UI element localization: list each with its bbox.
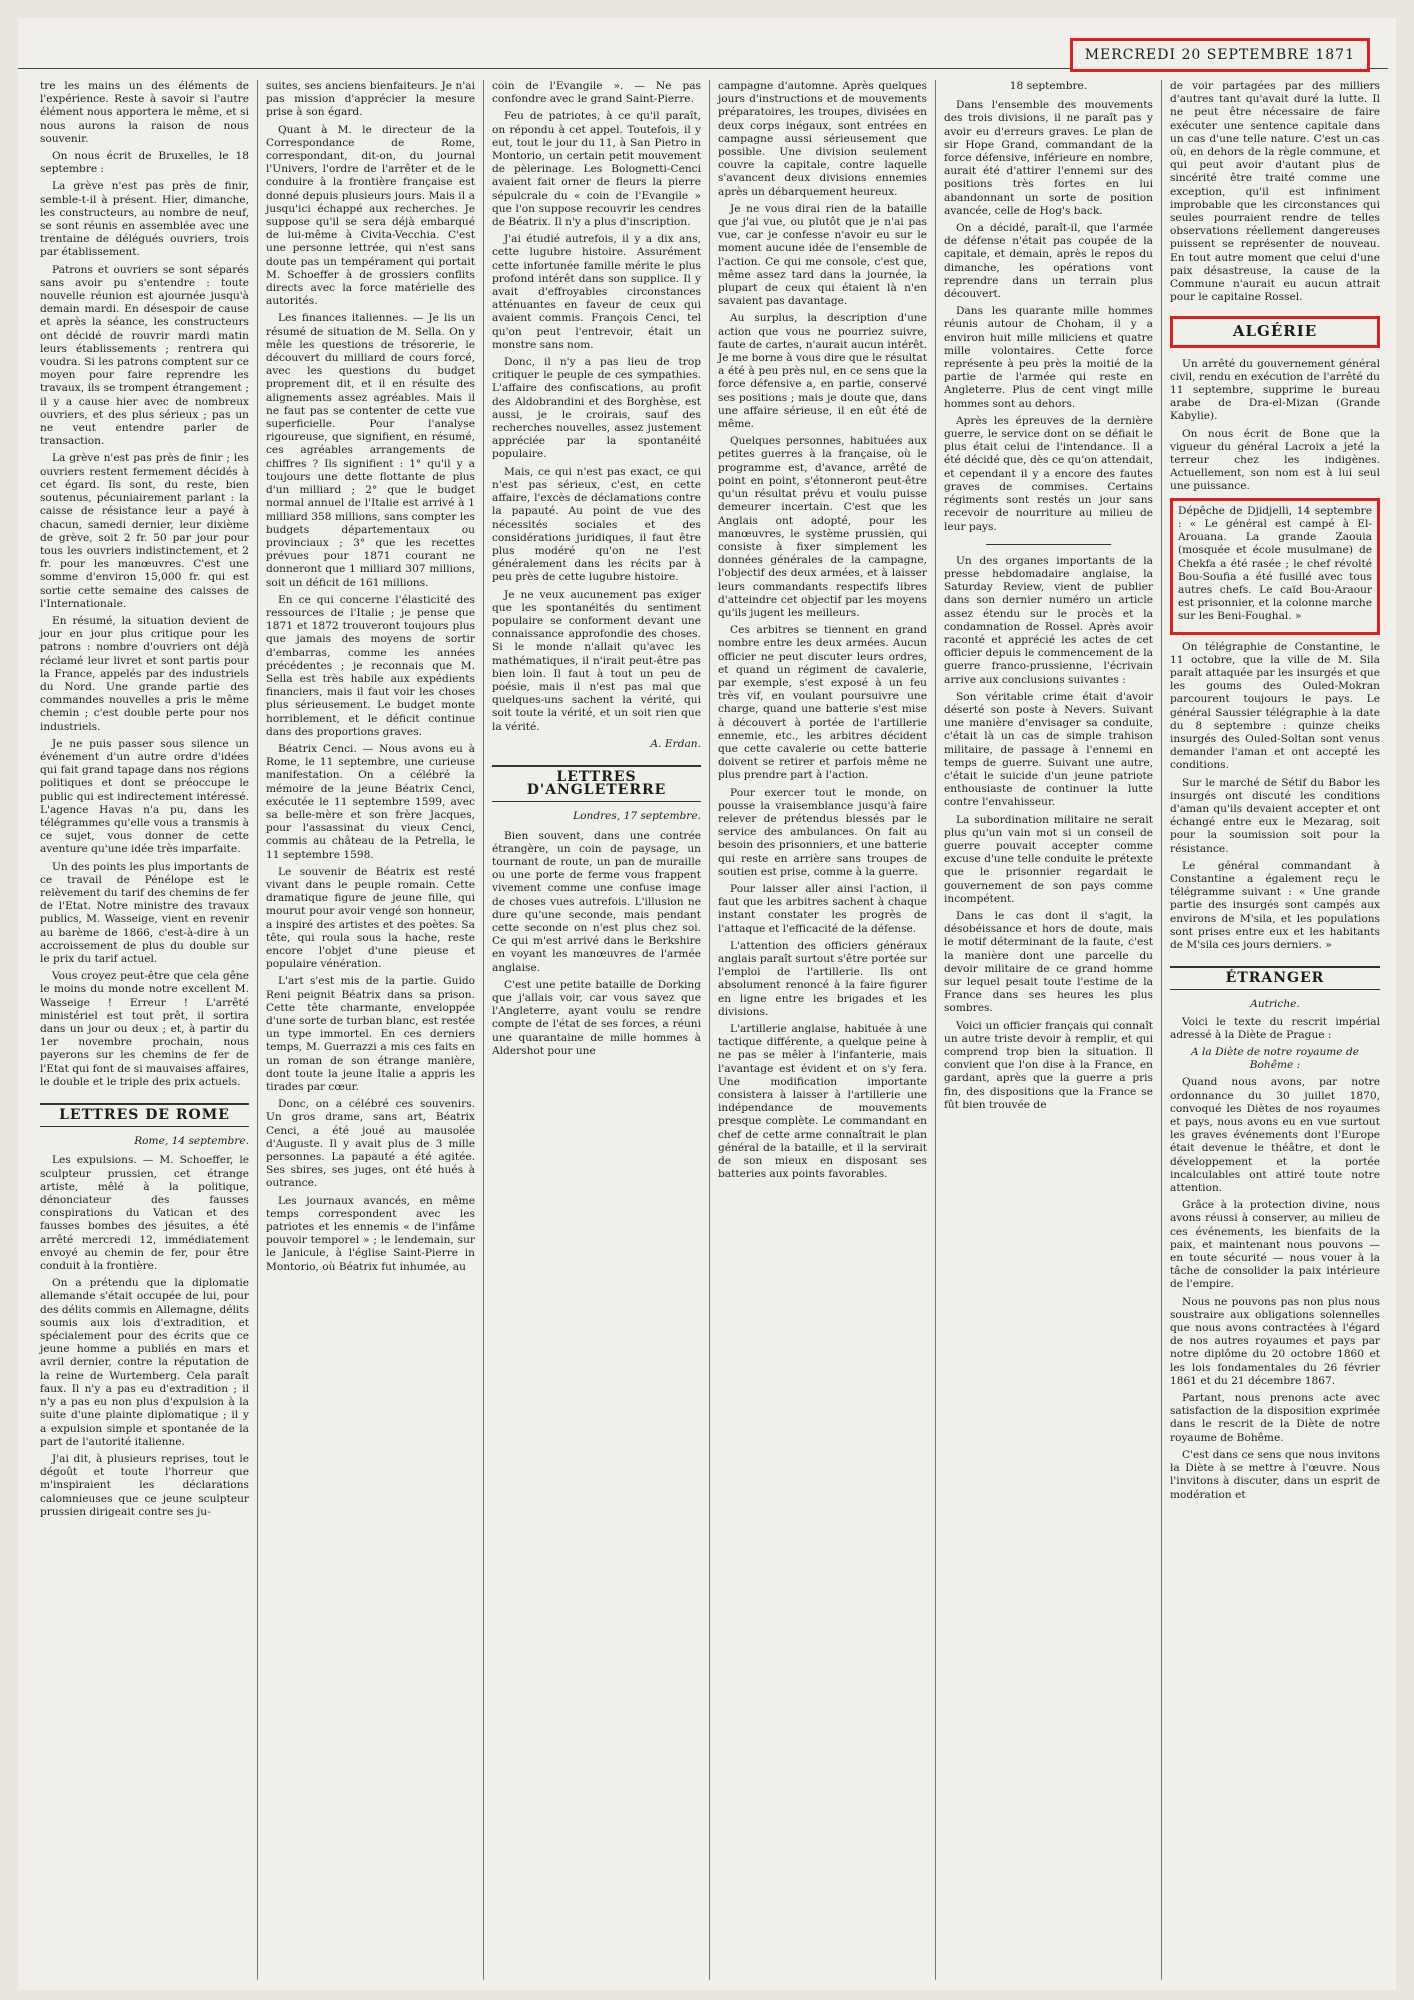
issue-date: MERCREDI 20 SEPTEMBRE 1871 bbox=[1070, 38, 1370, 72]
paragraph: Béatrix Cenci. — Nous avons eu à Rome, le 11 septembre, une curieuse manifestation. On a célébré la mémoire de la jeune Béatrix Cenci, exécutée le 11 septembre 1599, avec sa belle-mère et son frère Jacques, pour l'assassinat du vieux Cenci, commis au château de la Petrella, le 11 septembre 1598. bbox=[266, 742, 475, 861]
paragraph: coin de l'Evangile ». — Ne pas confondre avec le grand Saint-Pierre. bbox=[492, 80, 701, 106]
paragraph: Je ne puis passer sous silence un événement d'un autre ordre d'idées qui fait grand tapage dans nos régions politiques et dont se préoccupe le public qui est indirectement intéressé. L'agence Havas n'a pu, dans les télégrammes qu'elle vous a transmis à ce sujet, vous donner de cette aventure qu'une idée très imparfaite. bbox=[40, 737, 249, 856]
address-line: A la Diète de notre royaume de Bohême : bbox=[1190, 1046, 1359, 1072]
paragraph: J'ai dit, à plusieurs reprises, tout le dégoût et toute l'horreur que m'inspiraient les déclarations calomnieuses que ce jeune sculpteur prussien dirigeait contre ses ju- bbox=[40, 1452, 249, 1518]
paragraph: Les finances italiennes. — Je lis un résumé de situation de M. Sella. On y mêle les questions de trésorerie, le découvert du milliard de cours forcé, avec les questions du budget proprement dit, et il en résulte des alignements assez agréables. Mais il ne faut pas se contenter de cette vue superficielle. Pour l'analyse rigoureuse, que signifient, en résumé, ces agréables arrangements de chiffres ? Ils signifient : 1° qu'il y a toujours une dette flottante de plus d'un milliard ; 2° que le budget normal annuel de l'Italie est arrivé à 1 milliard 358 millions, sans compter les budgets départementaux ou provinciaux ; 3° que les recettes prévues pour 1871 courant ne donneront que 1 milliard 307 millions, soit un déficit de 161 millions. bbox=[266, 312, 475, 589]
column-5 bbox=[936, 80, 1162, 1980]
paragraph: Quelques personnes, habituées aux petites guerres à la française, où le programme est, d'avance, arrêté de point en point, s'étonneront peut-être qu'un résultat prévu et voulu puisse demeurer incertain. C'est que les Anglais ont adopté, pour les manœuvres, le système prussien, qui consiste à fixer simplement les données générales de la campagne, l'objectif des deux armées, et à laisser leurs commandants respectifs libres d'atteindre cet objectif par les moyens qu'ils jugent les meilleurs. bbox=[718, 435, 927, 619]
paragraph: Feu de patriotes, à ce qu'il paraît, on répondu à cet appel. Toutefois, il y eut, tout le jour du 11, à San Pietro in Montorio, un certain petit mouvement de pèlerinage. Les Bolognetti-Cenci avaient fait orner de fleurs la pierre sépulcrale du « coin de l'Evangile » que l'on suppose recouvrir les cendres de Béatrix. Il n'y a plus d'inscription. bbox=[492, 110, 701, 229]
paragraph: Après les épreuves de la dernière guerre, le service dont on se défiait le plus était celui de l'intendance. Il a été décidé que, dès ce qu'on attendait, et cependant il y a encore des fautes graves de commises. Certains régiments sont restés un jour sans recevoir de nourriture au milieu de leur pays. bbox=[944, 414, 1153, 533]
dateline-rome: Rome, 14 septembre. bbox=[134, 1135, 249, 1148]
dateline-londres: Londres, 17 septembre. bbox=[573, 810, 701, 823]
paragraph: Vous croyez peut-être que cela gêne le moins du monde notre excellent M. Wasseige ! Erreur ! L'arrêté ministériel est tout prêt, il sortira dans un jour ou deux ; et, à partir du 1er novembre prochain, nous payerons sur les chemins de fer de l'Etat qui font de si mauvaises affaires, le double et le triple des prix actuels. bbox=[40, 970, 250, 1088]
paragraph: Dans l'ensemble des mouvements des trois divisions, il ne paraît pas y avoir eu d'erreurs graves. Le plan de sir Hope Grand, commandant de la force défensive, inférieure en nombre, aurait été d'attirer l'ennemi sur des positions très fortes en lui abandonnant un sorte de position avancée, celle de Hog's back. bbox=[944, 99, 1153, 217]
paragraph: On nous écrit de Bruxelles, le 18 septembre : bbox=[40, 150, 249, 176]
subheading-autriche: Autriche. bbox=[1250, 998, 1300, 1011]
paragraph: La grève n'est pas près de finir, semble-t-il à présent. Hier, dimanche, les constructeurs, au nombre de neuf, se sont réunis en assemblée avec une trentaine de délégués ouvriers, trois par établissement. bbox=[40, 180, 249, 259]
paragraph: suites, ses anciens bienfaiteurs. Je n'ai pas mission d'apprécier la mesure prise à son égard. bbox=[266, 80, 475, 119]
paragraph: On télégraphie de Constantine, le 11 octobre, que la ville de M. Sila paraît attaquée par les insurgés et que les goums des Ouled-Mokran parcourent toujours le pays. Le général Saussier télégraphie à la date du 8 septembre : quinze cheiks insurgés des Ouled-Soltan sont venus demander l'aman et ont accepté les conditions. bbox=[1170, 640, 1380, 772]
paragraph: On a décidé, paraît-il, que l'armée de défense n'était pas coupée de la capitale, et demain, après le repos du dimanche, les opérations vont reprendre dans un terrain plus découvert. bbox=[944, 222, 1153, 301]
paragraph: En ce qui concerne l'élasticité des ressources de l'Italie ; je pense que 1871 et 1872 trouveront toujours plus que jamais des moyens de sortir d'embarras, comme les années précédentes ; je reconnais que M. Sella est très habile aux expédients financiers, mais il faut voir les choses plus sérieusement. Le budget monte horriblement, et le déficit continue dans des proportions graves. bbox=[266, 593, 475, 738]
paragraph: Quand nous avons, par notre ordonnance du 30 juillet 1870, convoqué les Diètes de nos royaumes et pays, nous avons eu en vue surtout les graves événements dont l'Europe était devenue le théâtre, et dont le développement et la portée incalculables ont attiré toute notre attention. bbox=[1170, 1076, 1380, 1195]
paragraph: On a prétendu que la diplomatie allemande s'était occupée de lui, pour des délits commis en Allemagne, délits soumis aux lois d'extradition, et spécialement pour des écrits que ce jeune homme a publiés en mars et avril dernier, contre la réputation de la reine de Wurtemberg. Cela paraît faux. Il n'y a pas eu d'extradition ; il n'y a pas eu non plus d'expulsion à la suite d'une plainte diplomatique ; il y a expulsion simple et spontanée de la part de l'autorité italienne. bbox=[40, 1277, 249, 1448]
paragraph: En résumé, la situation devient de jour en jour plus critique pour les patrons : nombre d'ouvriers ont déjà réclamé leur livret et sont partis pour la France, appelés par des industriels du Nord. Une grande partie des commandes nouvelles a pris le même chemin ; c'est double perte pour nos industriels. bbox=[40, 614, 249, 733]
paragraph: Un arrêté du gouvernement général civil, rendu en exécution de l'arrêté du 11 septembre, supprime le bureau arabe de Dra-el-Mizan (Grande Kabylie). bbox=[1170, 357, 1380, 423]
dateline-bar bbox=[18, 34, 1388, 69]
newspaper-page bbox=[18, 18, 1396, 1990]
paragraph: C'est dans ce sens que nous invitons la Diète à se mettre à l'œuvre. Nous l'invitons à discuter, dans un esprit de modération et bbox=[1170, 1448, 1380, 1501]
column-6 bbox=[1162, 80, 1388, 1980]
paragraph: Partant, nous prenons acte avec satisfaction de la disposition exprimée dans le rescrit de la Diète de notre royaume de Bohême. bbox=[1170, 1392, 1380, 1444]
signature: A. Erdan. bbox=[650, 737, 701, 750]
paragraph: Sur le marché de Sétif du Babor les insurgés ont discuté les conditions d'aman qu'ils devaient accepter et ont échangé entre eux le Mezarag, soit pour la soumission soit pour la résistance. bbox=[1170, 776, 1380, 855]
paragraph: Patrons et ouvriers se sont séparés sans avoir pu s'entendre : toute nouvelle réunion est ajournée jusqu'à demain mardi. En désespoir de cause et après la séance, les constructeurs ont décidé de rouvrir mardi matin leurs établissements ; rentrera qui voudra. Si les patrons comptent sur ce moyen pour faire reprendre les travaux, ils se trompent étrangement ; il y a cause hier avec de nombreux ouvriers, et des plus sérieux ; pas un ne veut entendre parler de transaction. bbox=[40, 263, 249, 448]
paragraph: Voici le texte du rescrit impérial adressé à la Diète de Prague : bbox=[1170, 1015, 1380, 1041]
paragraph: Le général commandant à Constantine a également reçu le télégramme suivant : « Une grande partie des insurgés sont campés aux environs de M'sila, et les populations sont prises entre eux et les habitants de M'sila ces jours derniers. » bbox=[1170, 859, 1380, 951]
column-1 bbox=[32, 80, 258, 1980]
columns bbox=[32, 80, 1388, 1980]
paragraph: On nous écrit de Bone que la vigueur du général Lacroix a jeté la terreur chez les indigènes. Actuellement, son nom est à lui seul une puissance. bbox=[1170, 427, 1380, 493]
highlighted-dispatch bbox=[1170, 498, 1380, 635]
paragraph: Mais, ce qui n'est pas exact, ce qui n'est pas sérieux, c'est, en cette affaire, l'excès de déclamations contre la papauté. Au point de vue des nécessités sociales et des considérations juridiques, il faut être plus modéré qu'on ne l'est généralement dans les récits par à peu près de cette lugubre histoire. bbox=[492, 465, 701, 584]
dateline-18-sept: 18 septembre. bbox=[1009, 80, 1088, 92]
column-3 bbox=[484, 80, 710, 1980]
paragraph: Les expulsions. — M. Schoeffer, le sculpteur prussien, cet étrange artiste, mêlé à la politique, dénonciateur des fausses conspirations du Vatican et des fausses bombes des jésuites, a été arrêté mercredi 12, immédiatement envoyé au chemin de fer, pour être conduit à la frontière. bbox=[40, 1154, 249, 1273]
paragraph: Donc, il n'y a pas lieu de trop critiquer le peuple de ces sympathies. L'affaire des confiscations, au profit des Aldobrandini et des Borghèse, est aussi, je le croirais, sauf des recherches nouvelles, assez justement appréciée par la spontanéité populaire. bbox=[492, 356, 701, 461]
paragraph: Dans les quarante mille hommes réunis autour de Choham, il y a environ huit mille miliciens et quatre mille volontaires. Cette force représente à peu près la moitié de la partie de l'armée qui reste en Angleterre. Plus de cent vingt mille hommes sont au dehors. bbox=[944, 305, 1153, 410]
paragraph: Je ne vous dirai rien de la bataille que j'ai vue, ou plutôt que je n'ai pas vue, car je confesse n'avoir eu sur le moment aucune idée de l'ensemble de l'action. Ce qui me console, c'est que, même assez tard dans la journée, la plupart de ceux qui étaient là n'en savaient pas davantage. bbox=[718, 202, 927, 308]
paragraph: de voir partagées par des milliers d'autres tant qu'avait duré la lutte. Il ne peut être nécessaire de faire exécuter une sentence capitale dans un cas d'une telle nature. C'est un cas où, en dehors de la règle commune, et qui peut avoir d'autant plus de sincérité être traité comme une exception, qu'il est infiniment improbable que les circonstances qui seules pourraient rendre de telles observations réellement dangereuses puissent se représenter de nouveau. En tout autre moment que celui d'une paix désastreuse, la cause de la Commune n'aurait eu aucun attrait pour le capitaine Rossel. bbox=[1170, 80, 1380, 304]
paragraph: tre les mains un des éléments de l'expérience. Reste à savoir si l'autre élément nous apportera le même, et si nous aurons la raison de nous souvenir. bbox=[40, 80, 249, 145]
divider bbox=[986, 544, 1111, 545]
section-heading-rome: LETTRES DE ROME bbox=[40, 1103, 249, 1127]
paragraph: L'attention des officiers généraux anglais paraît surtout s'être portée sur l'emploi de l'artillerie. Ils ont absolument renoncé à la faire figurer en ligne entre les brigades et les divisions. bbox=[718, 939, 927, 1018]
paragraph: La subordination militaire ne serait plus qu'un vain mot si un conseil de guerre pouvait accepter comme excuse d'une telle conduite le prétexte que le prisonnier regardait le gouvernement de son pays comme incompétent. bbox=[944, 813, 1153, 905]
paragraph: Quant à M. le directeur de la Correspondance de Rome, correspondant, dit-on, du journal l'Univers, l'ordre de l'arrêter et de le conduire à la frontière française est donné depuis plusieurs jours. Mais il a jusqu'ici échappé aux recherches. Je suppose qu'il se sera déjà embarqué de lui-même à Civita-Vecchia. C'est une personne lettrée, qui n'est sans doute pas un tempérament qui portait M. Schoeffer à de grossiers conflits directs avec la force matérielle des autorités. bbox=[266, 123, 475, 308]
paragraph: Un des organes importants de la presse hebdomadaire anglaise, la Saturday Review, vient de publier dans son dernier numéro un article assez étendu sur le procès et la condamnation de Rossel. Après avoir raconté et apprécié les actes de cet officier depuis le commencement de la guerre franco-prussienne, l'écrivain arrive aux conclusions suivantes : bbox=[944, 554, 1153, 686]
paragraph: Son véritable crime était d'avoir déserté son poste à Nevers. Suivant une manière d'envisager sa conduite, c'était là un cas de simple trahison militaire, de passage à l'ennemi en temps de guerre. Suivant une autre, c'était le suicide d'un jeune patriote enthousiaste de continuer la lutte contre l'envahisseur. bbox=[944, 690, 1153, 809]
section-heading-algerie: ALGÉRIE bbox=[1170, 316, 1380, 347]
paragraph: Pour exercer tout le monde, on pousse la vraisemblance jusqu'à faire relever de prétendus blessés par le service des ambulances. On fait au besoin des prisonniers, et une batterie qui reste en arrière sans troupes de soutien est prise, comme à la guerre. bbox=[718, 786, 927, 878]
paragraph: campagne d'automne. Après quelques jours d'instructions et de mouvements préparatoires, les troupes, divisées en deux corps inégaux, sont entrées en campagne aussi sérieusement que possible. Une division seulement couvre la capitale, contre laquelle s'avancent deux divisions ennemies après un débarquement heureux. bbox=[718, 80, 927, 198]
section-heading-angleterre: LETTRES D'ANGLETERRE bbox=[492, 765, 701, 802]
paragraph: Bien souvent, dans une contrée étrangère, un coin de paysage, un tournant de route, un pan de muraille ou une porte de ferme vous frappent vivement comme une confuse image de choses vues autrefois. L'illusion ne dure qu'une seconde, mais pendant cette seconde on n'est plus chez soi. Ce qui m'est arrivé dans le Berkshire en voyant les manœuvres de l'armée anglaise. bbox=[492, 829, 701, 974]
paragraph: Un des points les plus importants de ce travail de Pénélope est le relèvement du tarif des chemins de fer de l'Etat. Notre ministre des travaux publics, M. Wasseige, vient en revenir au barème de 1866, c'est-à-dire à un accroissement de plus du double sur le prix du tarif actuel. bbox=[40, 860, 249, 965]
paragraph: Les journaux avancés, en même temps correspondent avec les patriotes et les ennemis « de l'infâme pouvoir temporel » ; le lendemain, sur le Janicule, à l'église Saint-Pierre in Montorio, où Béatrix fut inhumée, au bbox=[266, 1194, 475, 1273]
paragraph: Ces arbitres se tiennent en grand nombre entre les deux armées. Aucun officier ne peut discuter leurs ordres, et quand un régiment de cavalerie, par exemple, s'est exposé à un feu très vif, en voulant poursuivre une charge, quand une batterie s'est mise à découvert à portée de l'artillerie ennemie, etc., les arbitres décident que cette cavalerie ou cette batterie doivent se retirer et parfois même ne plus prendre part à l'action. bbox=[718, 624, 927, 782]
paragraph: Le souvenir de Béatrix est resté vivant dans le peuple romain. Cette dramatique figure de jeune fille, qui mourut pour avoir vengé son honneur, a inspiré des artistes et des poètes. Sa tête, qui roula sous la hache, reste encore l'objet d'une pieuse et populaire vénération. bbox=[266, 865, 475, 971]
section-heading-etranger: ÉTRANGER bbox=[1170, 966, 1380, 990]
paragraph: La grève n'est pas près de finir ; les ouvriers restent fermement décidés à cet égard. Ils sont, du reste, bien soutenus, pécuniairement parlant : la caisse de résistance leur a payé à chacun, samedi dernier, leur dixième de grève, soit 2 fr. 50 par jour pour tous les ouvriers indistinctement, et 2 fr. pour les manœuvres. C'est une somme d'environ 15,000 fr. qui est sortie cette semaine des caisses de l'Internationale. bbox=[40, 452, 249, 610]
paragraph: Pour laisser aller ainsi l'action, il faut que les arbitres sachent à chaque instant constater les progrès de l'attaque et l'efficacité de la défense. bbox=[718, 882, 927, 935]
paragraph: Grâce à la protection divine, nous avons réussi à conserver, au milieu de ces événements, les bienfaits de la paix, et maintenant nous pouvons — en toute sécurité — nous vouer à la tâche de consolider la paix intérieure de l'empire. bbox=[1170, 1199, 1380, 1291]
paragraph: Voici un officier français qui connaît un autre triste devoir à remplir, et qui comprend trop bien la situation. Il convient que l'on dise à la France, en gardant, après que la guerre a pris fin, des dispositions que la France se fût bien trouvée de bbox=[944, 1019, 1153, 1111]
dispatch-text: Dépêche de Djidjelli, 14 septembre : « Le général est campé à El-Arouana. La grande Zaouia (mosquée et école musulmane) de Chekfa a été rasée ; le chef révolté Bou-Soufia a été fusillé avec tous autres chefs. Le caïd Bou-Araour est prisonnier, et la colonne marche sur les Beni-Foughal. » bbox=[1178, 504, 1372, 623]
paragraph: Dans le cas dont il s'agit, la désobéissance et hors de doute, mais le motif déterminant de la faute, c'est la manière dont une parcelle du devoir militaire de ce grand homme sur lequel pesait toute l'estime de la France dans ses heures les plus sombres. bbox=[944, 909, 1153, 1015]
paragraph: Je ne veux aucunement pas exiger que les spontanéités du sentiment populaire se conforment devant une connaissance approfondie des choses. Si le monde n'allait qu'avec les mathématiques, il n'irait peut-être pas bien loin. Il faut à tout un peu de poésie, mais il n'est pas mal que quelques-uns sachent la vérité, qui soit toute la vérité, et un soit rien que la vérité. bbox=[492, 588, 701, 733]
paragraph: Nous ne pouvons pas non plus nous soustraire aux obligations solennelles que nous avons contractées à l'égard de nos autres royaumes et pays par notre diplôme du 20 octobre 1860 et les lois fondamentales du 26 février 1861 et du 21 décembre 1867. bbox=[1170, 1295, 1380, 1387]
paragraph: Au surplus, la description d'une action que vous ne pourriez suivre, faute de cartes, n'aurait aucun intérêt. Je me borne à vous dire que le résultat a été à peu près nul, en ce sens que la force défensive a, en partie, conservé ses positions ; mais je doute que, dans une affaire sérieuse, il en eût été de même. bbox=[718, 312, 927, 431]
column-4 bbox=[710, 80, 936, 1980]
paragraph: C'est une petite bataille de Dorking que j'allais voir, car vous savez que l'Angleterre, ayant voulu se rendre compte de l'état de ses forces, a réuni une quarantaine de mille hommes à Aldershot pour une bbox=[492, 978, 701, 1057]
paragraph: L'artillerie anglaise, habituée à une tactique différente, a quelque peine à ne pas se mêler à l'infanterie, mais l'avantage est évident et on s'y fera. Une modification importante consistera à laisser à l'artillerie une indépendance de mouvements presque complète. Le commandant en chef de cette arme connaîtrait le plan général de la bataille, et il la servirait de son mieux en disposant ses batteries aux points favorables. bbox=[718, 1023, 927, 1181]
paragraph: Donc, on a célébré ces souvenirs. Un gros drame, sans art, Béatrix Cenci, a été joué au mausolée d'Auguste. Il y avait plus de 3 mille personnes. La papauté a été agitée. Ses sbires, ses juges, ont été hués à outrance. bbox=[266, 1098, 475, 1190]
paragraph: L'art s'est mis de la partie. Guido Reni peignit Béatrix dans sa prison. Cette tête charmante, enveloppée d'une sorte de turban blanc, est restée un type immortel. En ces derniers temps, M. Guerrazzi a mis ces faits en un roman de son étrange manière, dont toute la jeune Italie a appris les tirades par cœur. bbox=[266, 975, 475, 1094]
column-2 bbox=[258, 80, 484, 1980]
paragraph: J'ai étudié autrefois, il y a dix ans, cette lugubre histoire. Assurément cette infortunée famille mérite le plus profond intérêt dans son supplice. Il y avait d'effroyables circonstances atténuantes en faveur de ceux qui avaient commis. François Cenci, tel qu'on peut l'entrevoir, était un monstre sans nom. bbox=[492, 233, 701, 351]
